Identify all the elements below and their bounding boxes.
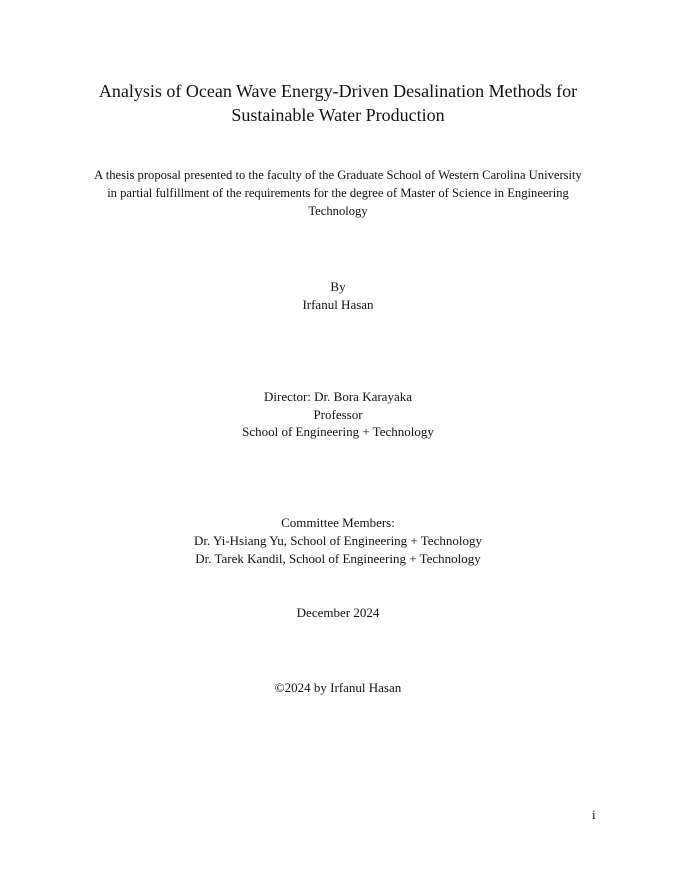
submission-date: December 2024 (296, 605, 380, 620)
director-title: Professor (313, 406, 363, 422)
director-block (0, 388, 676, 441)
committee-heading: Committee Members: (281, 515, 395, 530)
thesis-title-line-1: Analysis of Ocean Wave Energy-Driven Desalination Methods for (98, 81, 578, 101)
committee-member-2: Dr. Tarek Kandil, School of Engineering + Technology (195, 551, 481, 566)
committee-block (0, 514, 676, 568)
author-name: Irfanul Hasan (302, 297, 374, 312)
director-department: School of Engineering + Technology (242, 424, 434, 439)
thesis-purpose-statement (0, 166, 676, 220)
page-number: i (592, 807, 596, 822)
purpose-line-3: Technology (308, 204, 368, 218)
purpose-line-1: A thesis proposal presented to the faculty of the Graduate School of Western Carolina University (94, 168, 582, 182)
director-name: Director: Dr. Bora Karayaka (264, 389, 412, 404)
copyright-notice: ©2024 by Irfanul Hasan (274, 680, 402, 695)
thesis-title-line-2: Sustainable Water Production (231, 105, 445, 125)
committee-member-1: Dr. Yi-Hsiang Yu, School of Engineering + Technology (194, 533, 482, 548)
thesis-title (0, 79, 676, 127)
purpose-line-2: in partial fulfillment of the requirements for the degree of Master of Science in Engineering (107, 186, 569, 200)
author-block (0, 278, 676, 314)
by-label: By (330, 279, 346, 294)
